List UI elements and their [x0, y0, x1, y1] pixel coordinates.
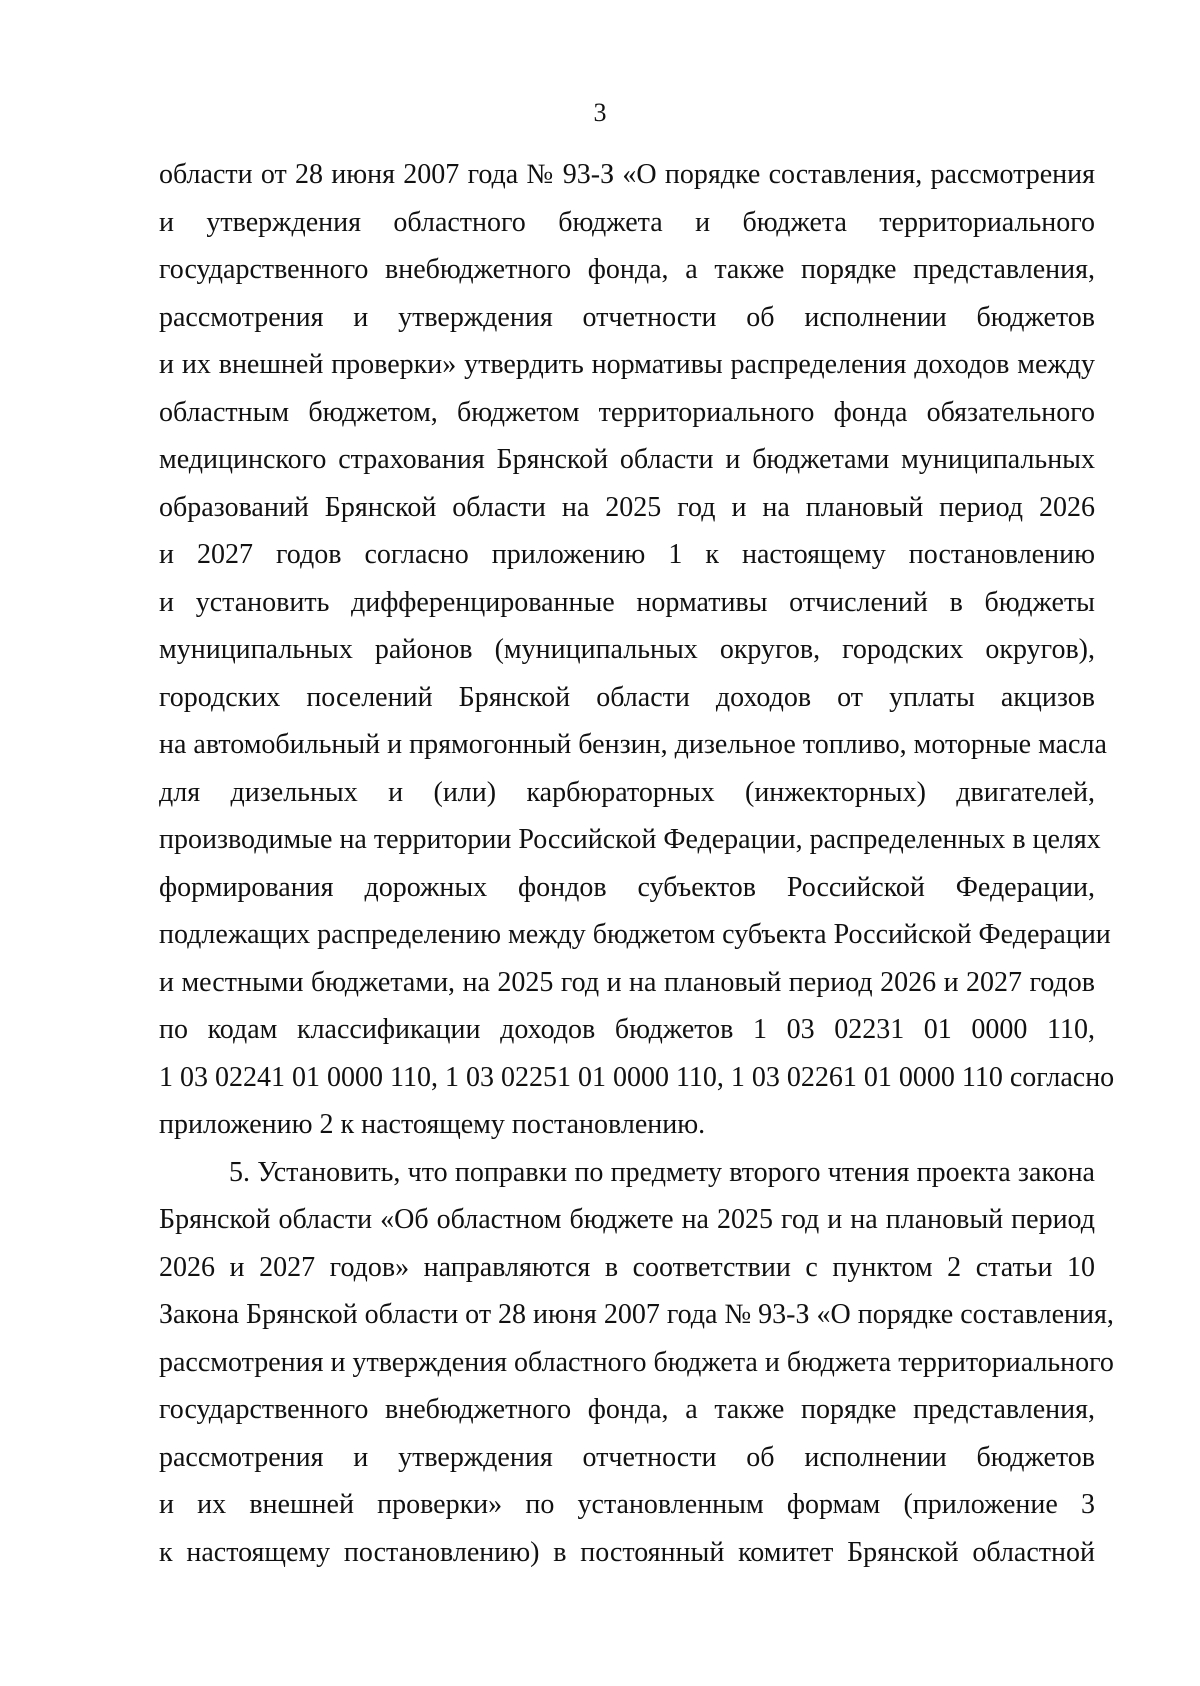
text-line: к настоящему постановлению) в постоянный комитет Брянской областной [159, 1536, 1095, 1568]
document-body [159, 151, 1115, 1576]
page-number: 3 [593, 98, 607, 127]
text-line: и утверждения областного бюджета и бюджета территориального [159, 206, 1095, 238]
text-line: подлежащих распределению между бюджетом субъекта Российской Федерации [159, 919, 1111, 950]
text-line: по кодам классификации доходов бюджетов 1 03 02231 01 0000 110, [159, 1014, 1095, 1045]
text-line: областным бюджетом, бюджетом территориального фонда обязательного [159, 396, 1095, 428]
text-line: формирования дорожных фондов субъектов Российской Федерации, [159, 871, 1095, 903]
text-line: государственного внебюджетного фонда, а также порядке представления, [159, 254, 1095, 285]
text-line: и 2027 годов согласно приложению 1 к настоящему постановлению [159, 539, 1095, 570]
text-line: муниципальных районов (муниципальных округов, городских округов), [159, 634, 1095, 665]
text-line: Брянской области «Об областном бюджете на 2025 год и на плановый период [159, 1204, 1095, 1235]
text-line: и их внешней проверки» по установленным формам (приложение 3 [159, 1489, 1095, 1520]
text-line: государственного внебюджетного фонда, а также порядке представления, [159, 1394, 1095, 1425]
text-line: образований Брянской области на 2025 год и на плановый период 2026 [159, 491, 1095, 523]
text-line: Закона Брянской области от 28 июня 2007 года № 93-З «О порядке составления, [159, 1299, 1114, 1330]
text-line: городских поселений Брянской области доходов от уплаты акцизов [159, 681, 1095, 713]
text-line: на автомобильный и прямогонный бензин, дизельное топливо, моторные масла [159, 729, 1107, 760]
text-line: 5. Установить, что поправки по предмету второго чтения проекта закона [229, 1156, 1095, 1188]
text-line: и их внешней проверки» утвердить нормативы распределения доходов между [159, 349, 1095, 380]
text-line: рассмотрения и утверждения областного бюджета и бюджета территориального [159, 1346, 1114, 1378]
text-line: 1 03 02241 01 0000 110, 1 03 02251 01 0000 110, 1 03 02261 01 0000 110 согласно [159, 1061, 1115, 1093]
text-line: производимые на территории Российской Федерации, распределенных в целях [159, 824, 1101, 855]
text-line: и установить дифференцированные нормативы отчислений в бюджеты [159, 586, 1095, 618]
text-line: приложению 2 к настоящему постановлению. [159, 1109, 706, 1140]
text-line: области от 28 июня 2007 года № 93-З «О порядке составления, рассмотрения [159, 159, 1095, 190]
text-line: 2026 и 2027 годов» направляются в соответствии с пунктом 2 статьи 10 [159, 1251, 1095, 1283]
paragraph-5 [159, 1149, 1114, 1577]
paragraph-continued [159, 151, 1115, 1149]
text-line: для дизельных и (или) карбюраторных (инжекторных) двигателей, [159, 776, 1095, 808]
text-line: и местными бюджетами, на 2025 год и на плановый период 2026 и 2027 годов [159, 966, 1095, 998]
text-line: медицинского страхования Брянской области и бюджетами муниципальных [159, 444, 1095, 475]
text-line: рассмотрения и утверждения отчетности об исполнении бюджетов [159, 1441, 1095, 1473]
text-line: рассмотрения и утверждения отчетности об исполнении бюджетов [159, 301, 1095, 333]
